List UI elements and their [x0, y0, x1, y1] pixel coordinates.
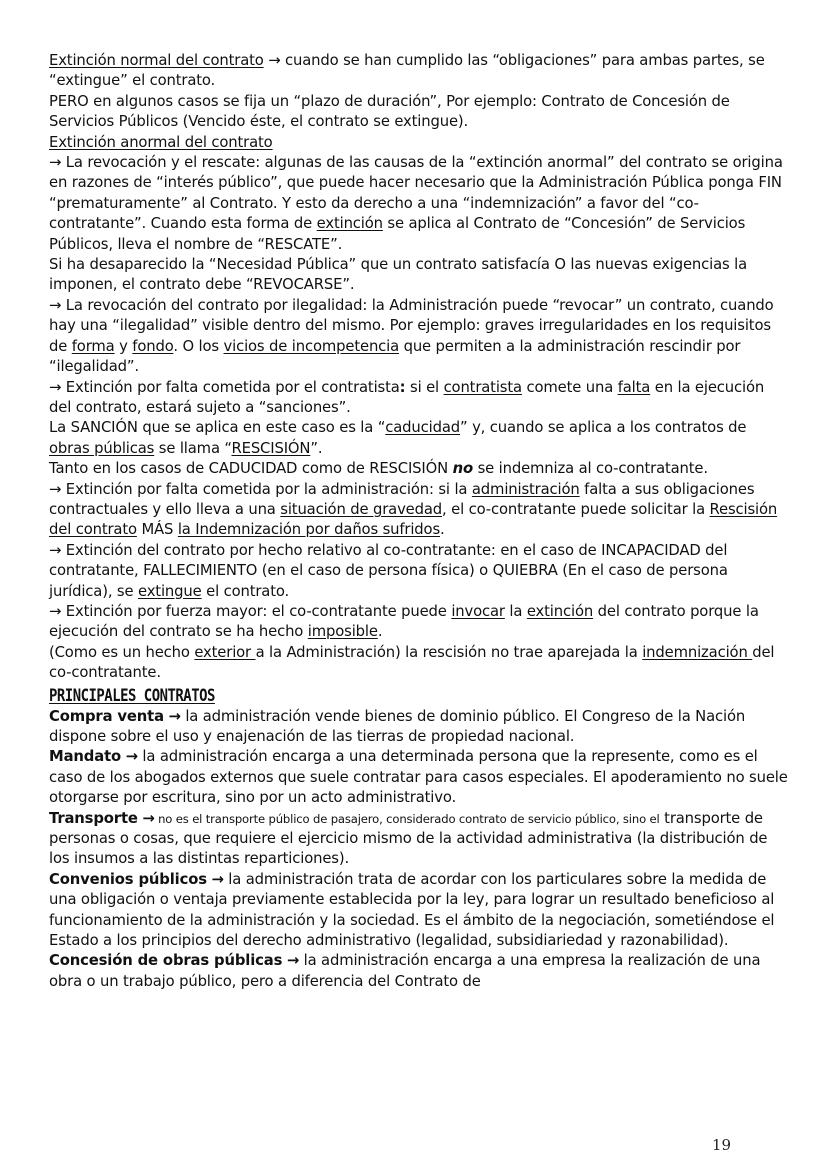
page-number: 19	[712, 1136, 732, 1154]
section-heading: PRINCIPALES CONTRATOS	[49, 685, 215, 706]
cocontratante-paragraph: → Extinción del contrato por hecho relativo al co-contratante: en el caso de INCAPACIDAD del contratante, FALLECIMIENTO (en el caso de persona física) o QUIEBRA (En el caso de persona jurídica), se extingue el contrato.	[49, 541, 728, 600]
falta-admin-paragraph: → Extinción por falta cometida por la administración: si la administración falta a sus obligaciones contractuales y ello lleva a una situación de gravedad, el co-contratante puede solicitar la Rescisión del contrato MÁS la Indemnización por daños sufridos.	[49, 480, 778, 539]
arrow-icon: →	[49, 602, 62, 620]
arrow-icon: →	[49, 378, 62, 396]
extincion-normal-paragraph: Extinción normal del contrato → cuando se han cumplido las “obligaciones” para ambas partes, se “extingue” el contrato.	[49, 52, 765, 90]
plazo-paragraph: PERO en algunos casos se fija un “plazo de duración”, Por ejemplo: Contrato de Concesión de Servicios Públicos (Vencido éste, el contrato se extingue).	[49, 92, 730, 131]
arrow-icon: →	[142, 809, 155, 827]
arrow-icon: →	[268, 52, 281, 69]
arrow-icon: →	[168, 707, 181, 725]
transporte-term: Transporte	[49, 809, 138, 827]
concesion-term: Concesión de obras públicas	[49, 952, 283, 970]
arrow-icon: →	[125, 748, 138, 766]
sancion-paragraph: La SANCIÓN que se aplica en este caso es la “caducidad” y, cuando se aplica a los contratos de obras públicas se llama “RESCISIÓN”.	[49, 419, 747, 457]
page-body	[49, 51, 789, 992]
transporte-paragraph: Transporte → no es el transporte público de pasajero, considerado contrato de servicio público, sino el transporte de personas o cosas, que requiere el ejercicio mismo de la actividad administrativa (la distribución de los insumos a las distintas reparticiones).	[49, 809, 768, 868]
extincion-anormal-title: Extinción anormal del contrato	[49, 133, 273, 151]
ilegalidad-paragraph: → La revocación del contrato por ilegalidad: la Administración puede “revocar” un contrato, cuando hay una “ilegalidad” visible dentro del mismo. Por ejemplo: graves irregularidades en los requisitos de forma y fondo. O los vicios de incompetencia que permiten a la administración rescindir por “ilegalidad”.	[49, 296, 774, 376]
tanto-paragraph: Tanto en los casos de CADUCIDAD como de RESCISIÓN no se indemniza al co-contratante.	[49, 460, 708, 478]
concesion-paragraph: Concesión de obras públicas → la administración encarga a una empresa la realización de una obra o un trabajo público, pero a diferencia del Contrato de	[49, 952, 761, 990]
arrow-icon: →	[49, 480, 62, 498]
mandato-term: Mandato	[49, 748, 122, 766]
arrow-icon: →	[211, 870, 224, 888]
extincion-normal-title: Extinción normal del contrato	[49, 52, 264, 69]
convenios-term: Convenios públicos	[49, 870, 207, 888]
necesidad-paragraph: Si ha desaparecido la “Necesidad Pública” que un contrato satisfacía O las nuevas exigencias la imponen, el contrato debe “REVOCARSE”.	[49, 256, 747, 294]
fuerza-mayor-paragraph: → Extinción por fuerza mayor: el co-contratante puede invocar la extinción del contrato porque la ejecución del contrato se ha hecho imposible.	[49, 602, 759, 641]
exterior-paragraph: (Como es un hecho exterior a la Administración) la rescisión no trae aparejada la indemnización del co-contratante.	[49, 643, 775, 682]
mandato-paragraph: Mandato → la administración encarga a una determinada persona que la represente, como es el caso de los abogados externos que suele contratar para casos especiales. El apoderamiento no suele otorgarse por escritura, sino por un acto administrativo.	[49, 748, 788, 807]
falta-contratista-paragraph: → Extinción por falta cometida por el contratista: si el contratista comete una falta en la ejecución del contrato, estará sujeto a “sanciones”.	[49, 378, 765, 416]
arrow-icon: →	[49, 541, 62, 559]
compra-venta-term: Compra venta	[49, 707, 164, 725]
arrow-icon: →	[49, 154, 62, 172]
convenios-paragraph: Convenios públicos → la administración trata de acordar con los particulares sobre la medida de una obligación o ventaja previamente establecida por la ley, para lograr un resultado beneficioso al funcionamiento de la administración y la sociedad. Es el ámbito de la negociación, sometiéndose el Estado a los principios del derecho administrativo (legalidad, subsidiariedad y razonabilidad).	[49, 870, 775, 950]
arrow-icon: →	[49, 296, 62, 314]
arrow-icon: →	[286, 952, 300, 970]
revocacion-paragraph: → La revocación y el rescate: algunas de las causas de la “extinción anormal” del contrato se origina en razones de “interés público”, que puede hacer necesario que la Administración Pública ponga FIN “prematuramente” al Contrato. Y esto da derecho a una “indemnización” a favor del “co-contratante”. Cuando esta forma de extinción se aplica al Contrato de “Concesión” de Servicios Públicos, lleva el nombre de “RESCATE”.	[49, 154, 783, 253]
compra-venta-paragraph: Compra venta → la administración vende bienes de dominio público. El Congreso de la Nación dispone sobre el uso y enajenación de las tierras de propiedad nacional.	[49, 707, 746, 745]
no-emphasis: no	[452, 460, 474, 478]
